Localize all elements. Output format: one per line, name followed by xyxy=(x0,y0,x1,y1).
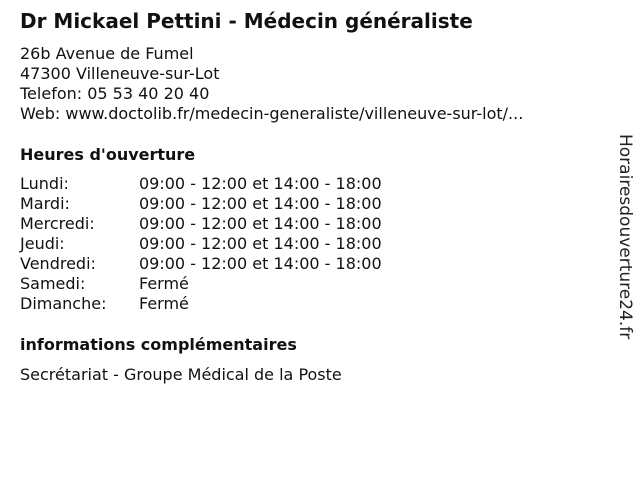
hours-row-sunday xyxy=(20,294,382,314)
website-link[interactable]: Web: www.doctolib.fr/medecin-generaliste/villeneuve-sur-lot/... xyxy=(20,104,524,123)
city-address: 47300 Villeneuve-sur-Lot xyxy=(20,64,220,83)
day-hours: 09:00 - 12:00 et 14:00 - 18:00 xyxy=(139,234,382,253)
street-address: 26b Avenue de Fumel xyxy=(20,44,194,63)
address-block xyxy=(20,44,523,124)
day-label: Samedi: xyxy=(20,274,86,293)
hours-row-saturday xyxy=(20,274,382,294)
phone-number: Telefon: 05 53 40 20 40 xyxy=(20,84,210,103)
info-heading: informations complémentaires xyxy=(20,335,297,354)
day-hours: Fermé xyxy=(139,294,189,313)
day-label: Jeudi: xyxy=(20,234,65,253)
hours-row-tuesday xyxy=(20,194,382,214)
hours-row-monday xyxy=(20,174,382,194)
watermark-text: Horairesdouverture24.fr xyxy=(615,134,635,340)
day-hours: Fermé xyxy=(139,274,189,293)
hours-row-friday xyxy=(20,254,382,274)
day-label: Lundi: xyxy=(20,174,69,193)
day-label: Dimanche: xyxy=(20,294,107,313)
info-text: Secrétariat - Groupe Médical de la Poste xyxy=(20,365,342,384)
day-label: Vendredi: xyxy=(20,254,96,273)
day-label: Mercredi: xyxy=(20,214,95,233)
site-watermark xyxy=(612,134,638,344)
page-title: Dr Mickael Pettini - Médecin généraliste xyxy=(20,9,473,33)
day-hours: 09:00 - 12:00 et 14:00 - 18:00 xyxy=(139,214,382,233)
hours-row-thursday xyxy=(20,234,382,254)
day-hours: 09:00 - 12:00 et 14:00 - 18:00 xyxy=(139,194,382,213)
hours-heading: Heures d'ouverture xyxy=(20,145,196,164)
day-hours: 09:00 - 12:00 et 14:00 - 18:00 xyxy=(139,254,382,273)
day-hours: 09:00 - 12:00 et 14:00 - 18:00 xyxy=(139,174,382,193)
hours-row-wednesday xyxy=(20,214,382,234)
opening-hours-list xyxy=(20,174,382,314)
day-label: Mardi: xyxy=(20,194,70,213)
